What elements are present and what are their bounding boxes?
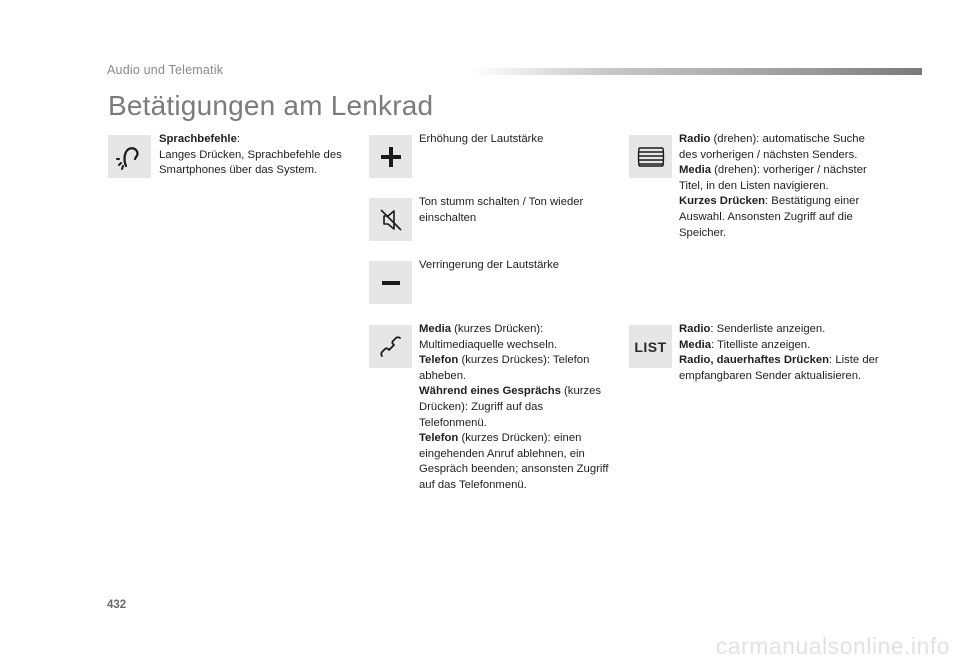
section-label: Audio und Telematik [107, 63, 224, 77]
list-button[interactable] [629, 325, 672, 368]
volume-down-description: Verringerung der Lautstärke [419, 259, 560, 271]
voice-command-description: Sprachbefehle: Langes Drücken, Sprachbefehle des Smartphones über das System. [159, 132, 359, 179]
page-number: 432 [107, 599, 127, 611]
list-button-icon: LIST [634, 338, 667, 355]
volume-up-description: Erhöhung der Lautstärke [419, 133, 544, 145]
list-description: Radio: Senderliste anzeigen. Media: Titelliste anzeigen. Radio, dauerhaftes Drücken: Liste der empfangbaren Sender aktualisieren. [679, 323, 879, 382]
thumbwheel-description: Radio (drehen): automatische Suche des vorherigen / nächsten Senders. Media (drehen): vorheriger / nächster Titel, in den Listen navigieren. Kurzes Drücken: Bestätigung einer Auswahl. Ansonsten Zugriff auf die Speicher. [679, 133, 867, 239]
mute-icon [377, 206, 405, 234]
voice-command-text: Langes Drücken, Sprachbefehle des Smartphones über das System. [159, 148, 342, 177]
watermark: carmanualsonline.info [715, 633, 950, 659]
thumbwheel-button[interactable] [629, 135, 672, 178]
phone-description: Media (kurzes Drücken): Multimediaquelle wechseln. Telefon (kurzes Drückes): Telefon abheben. Während eines Gesprächs (kurzes Drücken): Zugriff auf das Telefonmenü. Telefon (kurzes Drücken): einen eingehenden Anruf ablehnen, ein Gespräch beenden; ansonsten Zugriff auf das Telefonmenü. [419, 323, 609, 491]
mute-description: Ton stumm schalten / Ton wieder einschalten [419, 196, 584, 224]
volume-up-button[interactable] [369, 135, 412, 178]
plus-icon [379, 145, 403, 169]
phone-icon [377, 333, 405, 361]
mute-button[interactable] [369, 198, 412, 241]
volume-down-button[interactable] [369, 261, 412, 304]
voice-command-icon [115, 142, 145, 172]
header-gradient-bar [470, 68, 922, 75]
minus-icon [379, 271, 403, 295]
phone-button[interactable] [369, 325, 412, 368]
voice-command-button[interactable] [108, 135, 151, 178]
page-title: Betätigungen am Lenkrad [108, 90, 434, 121]
voice-command-label: Sprachbefehle [159, 133, 237, 145]
thumbwheel-icon [635, 142, 667, 172]
